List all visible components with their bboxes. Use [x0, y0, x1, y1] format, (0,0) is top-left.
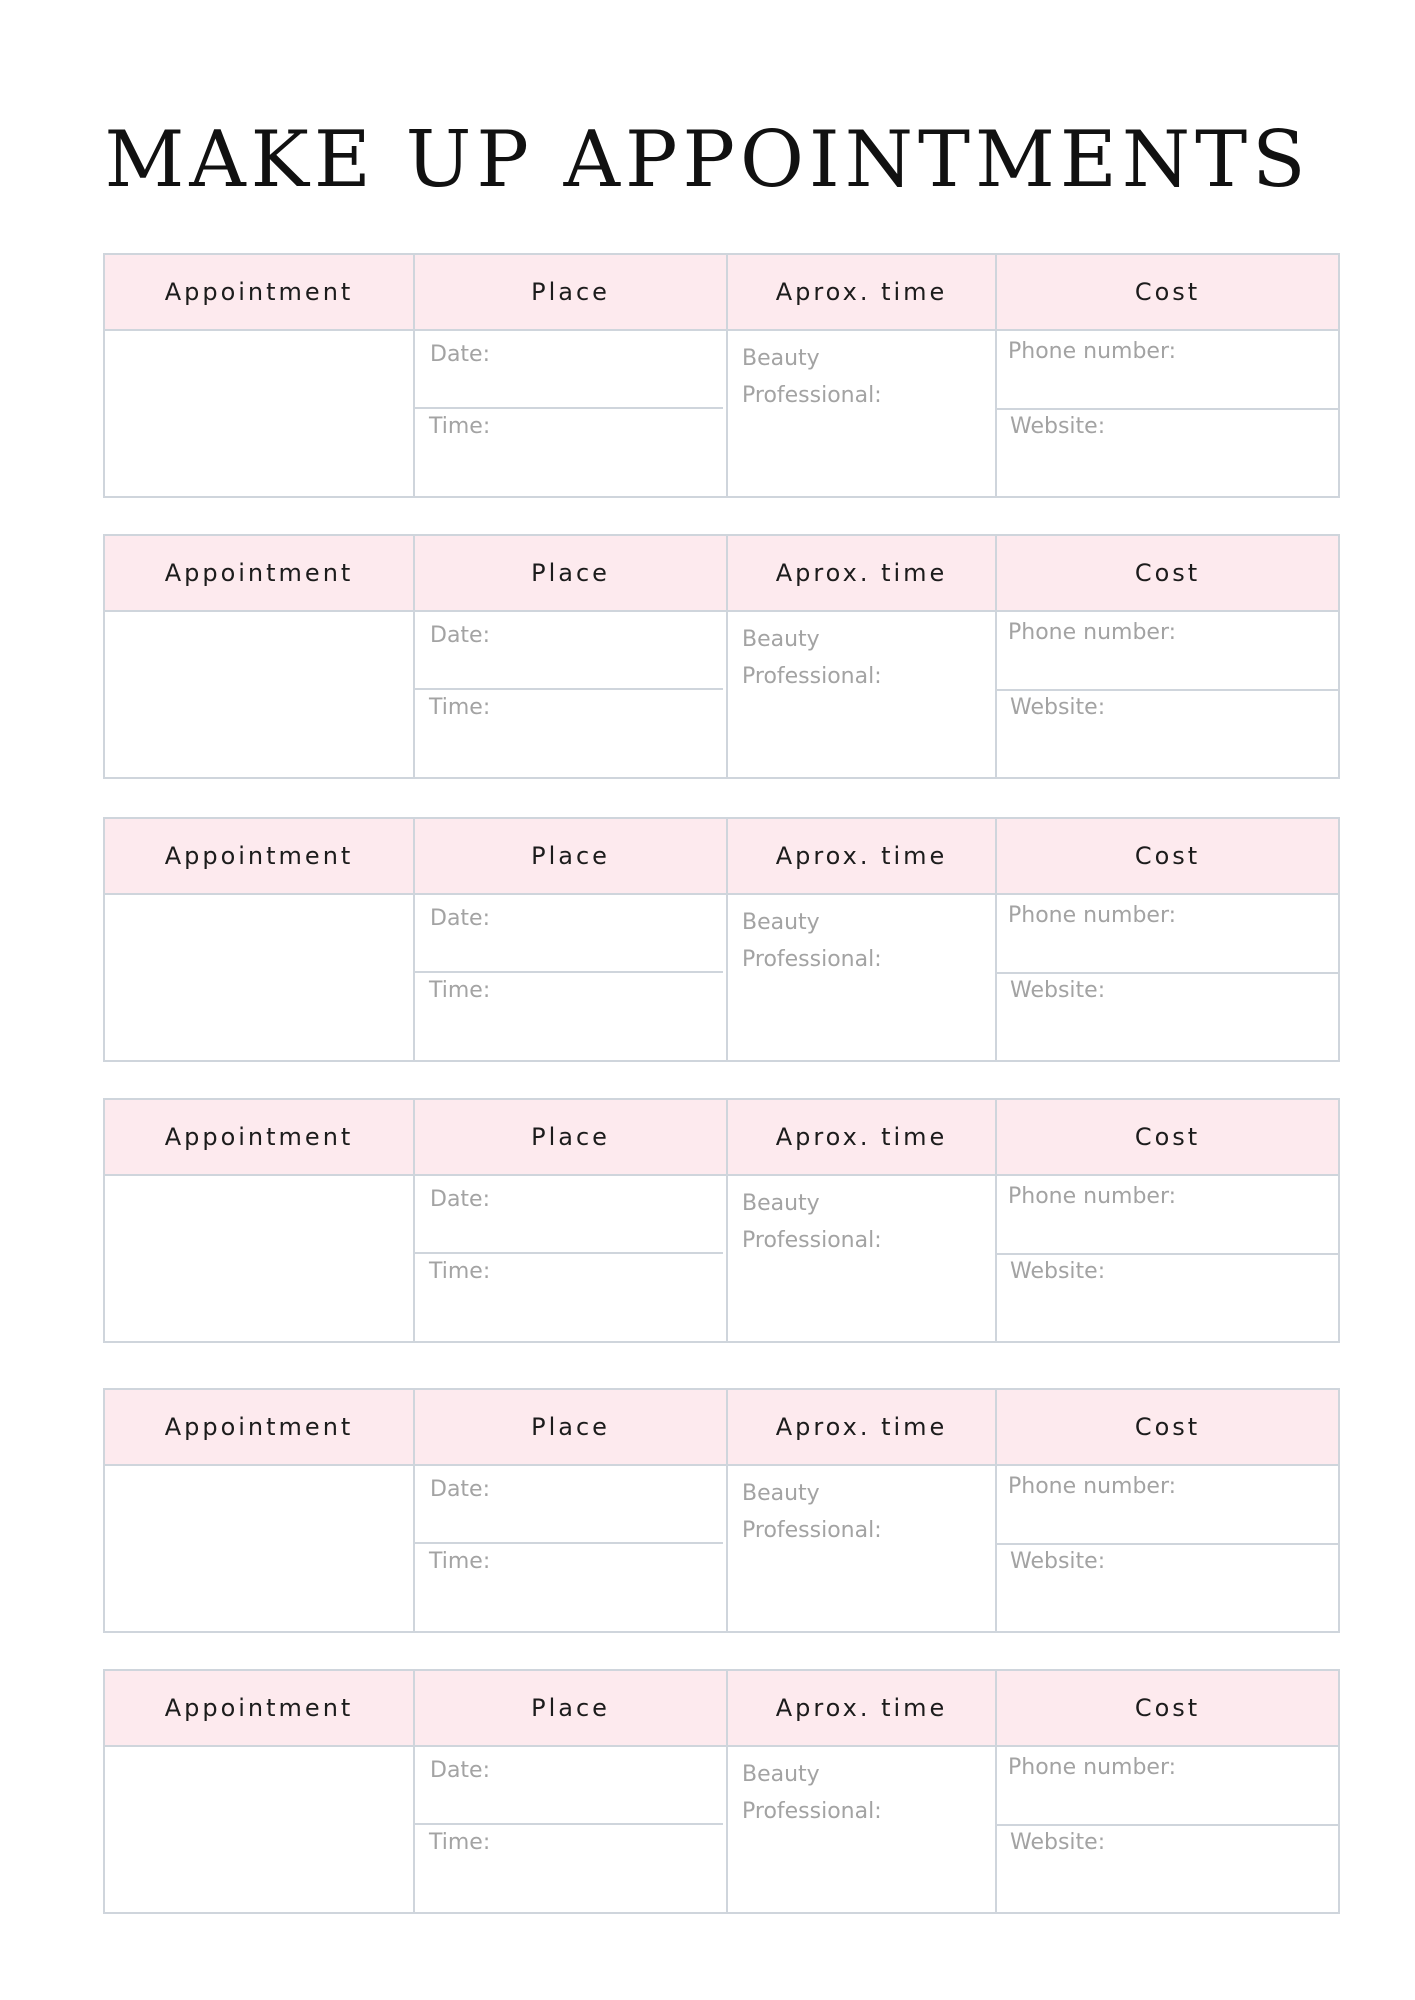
appointment-card — [103, 253, 1340, 498]
website-field[interactable] — [997, 1255, 1338, 1341]
date-field[interactable] — [415, 895, 723, 971]
appointment-card — [103, 817, 1340, 1062]
card-header — [105, 1390, 1338, 1466]
card-header — [105, 536, 1338, 612]
appointment-card — [103, 1098, 1340, 1343]
website-label: Website: — [1010, 978, 1106, 1003]
date-label: Date: — [430, 1477, 490, 1502]
website-label: Website: — [1010, 1830, 1106, 1855]
date-field[interactable] — [415, 1176, 723, 1252]
appointment-field[interactable] — [105, 1176, 413, 1341]
place-header: Place — [531, 842, 610, 870]
appointment-field[interactable] — [105, 1466, 413, 1631]
appointment-card — [103, 1388, 1340, 1633]
place-header: Place — [531, 1694, 610, 1722]
place-header: Place — [531, 278, 610, 306]
phone-label: Phone number: — [1008, 903, 1177, 928]
beauty-label: Beauty — [742, 910, 820, 935]
aprox-time-header: Aprox. time — [775, 1694, 948, 1722]
website-field[interactable] — [997, 691, 1338, 777]
professional-label: Professional: — [742, 383, 882, 408]
appointment-field[interactable] — [105, 331, 413, 496]
time-label: Time: — [429, 978, 491, 1003]
beauty-professional-field[interactable] — [728, 1466, 995, 1631]
place-header: Place — [531, 1123, 610, 1151]
phone-field[interactable] — [997, 1176, 1338, 1253]
website-label: Website: — [1010, 1259, 1106, 1284]
time-label: Time: — [429, 1830, 491, 1855]
beauty-professional-field[interactable] — [728, 1747, 995, 1912]
date-field[interactable] — [415, 612, 723, 688]
cost-header: Cost — [1134, 559, 1201, 587]
beauty-professional-field[interactable] — [728, 612, 995, 777]
website-field[interactable] — [997, 1826, 1338, 1912]
professional-label: Professional: — [742, 1799, 882, 1824]
aprox-time-header: Aprox. time — [775, 278, 948, 306]
appointment-field[interactable] — [105, 612, 413, 777]
appointment-field[interactable] — [105, 895, 413, 1060]
date-label: Date: — [430, 1758, 490, 1783]
cost-header: Cost — [1134, 1413, 1201, 1441]
aprox-time-header: Aprox. time — [775, 1413, 948, 1441]
page-title: MAKE UP APPOINTMENTS — [104, 115, 1311, 205]
card-header — [105, 255, 1338, 331]
beauty-professional-field[interactable] — [728, 1176, 995, 1341]
time-label: Time: — [429, 414, 491, 439]
beauty-label: Beauty — [742, 1481, 820, 1506]
phone-label: Phone number: — [1008, 1474, 1177, 1499]
beauty-label: Beauty — [742, 1191, 820, 1216]
website-field[interactable] — [997, 410, 1338, 496]
date-label: Date: — [430, 906, 490, 931]
time-field[interactable] — [415, 1544, 723, 1631]
time-field[interactable] — [415, 1254, 723, 1341]
aprox-time-header: Aprox. time — [775, 559, 948, 587]
beauty-label: Beauty — [742, 627, 820, 652]
phone-label: Phone number: — [1008, 339, 1177, 364]
appointment-header: Appointment — [164, 1413, 354, 1441]
cost-header: Cost — [1134, 278, 1201, 306]
date-field[interactable] — [415, 1466, 723, 1542]
aprox-time-header: Aprox. time — [775, 842, 948, 870]
date-field[interactable] — [415, 1747, 723, 1823]
appointment-card — [103, 534, 1340, 779]
phone-field[interactable] — [997, 1747, 1338, 1824]
place-header: Place — [531, 1413, 610, 1441]
phone-label: Phone number: — [1008, 1184, 1177, 1209]
card-header — [105, 1671, 1338, 1747]
appointment-card — [103, 1669, 1340, 1914]
time-field[interactable] — [415, 1825, 723, 1912]
professional-label: Professional: — [742, 1228, 882, 1253]
time-field[interactable] — [415, 973, 723, 1060]
date-label: Date: — [430, 342, 490, 367]
professional-label: Professional: — [742, 664, 882, 689]
beauty-label: Beauty — [742, 1762, 820, 1787]
time-label: Time: — [429, 1259, 491, 1284]
phone-field[interactable] — [997, 895, 1338, 972]
beauty-label: Beauty — [742, 346, 820, 371]
aprox-time-header: Aprox. time — [775, 1123, 948, 1151]
cost-header: Cost — [1134, 842, 1201, 870]
cost-header: Cost — [1134, 1694, 1201, 1722]
time-field[interactable] — [415, 409, 723, 496]
appointment-header: Appointment — [164, 842, 354, 870]
beauty-professional-field[interactable] — [728, 895, 995, 1060]
website-field[interactable] — [997, 974, 1338, 1060]
phone-field[interactable] — [997, 612, 1338, 689]
place-header: Place — [531, 559, 610, 587]
cost-header: Cost — [1134, 1123, 1201, 1151]
website-field[interactable] — [997, 1545, 1338, 1631]
phone-label: Phone number: — [1008, 620, 1177, 645]
date-label: Date: — [430, 623, 490, 648]
phone-field[interactable] — [997, 1466, 1338, 1543]
time-label: Time: — [429, 1549, 491, 1574]
professional-label: Professional: — [742, 1518, 882, 1543]
website-label: Website: — [1010, 695, 1106, 720]
time-field[interactable] — [415, 690, 723, 777]
phone-label: Phone number: — [1008, 1755, 1177, 1780]
date-label: Date: — [430, 1187, 490, 1212]
appointment-header: Appointment — [164, 278, 354, 306]
website-label: Website: — [1010, 1549, 1106, 1574]
appointment-header: Appointment — [164, 1123, 354, 1151]
date-field[interactable] — [415, 331, 723, 407]
card-header — [105, 1100, 1338, 1176]
professional-label: Professional: — [742, 947, 882, 972]
appointment-header: Appointment — [164, 1694, 354, 1722]
appointment-header: Appointment — [164, 559, 354, 587]
appointment-field[interactable] — [105, 1747, 413, 1912]
phone-field[interactable] — [997, 331, 1338, 408]
beauty-professional-field[interactable] — [728, 331, 995, 496]
time-label: Time: — [429, 695, 491, 720]
website-label: Website: — [1010, 414, 1106, 439]
card-header — [105, 819, 1338, 895]
